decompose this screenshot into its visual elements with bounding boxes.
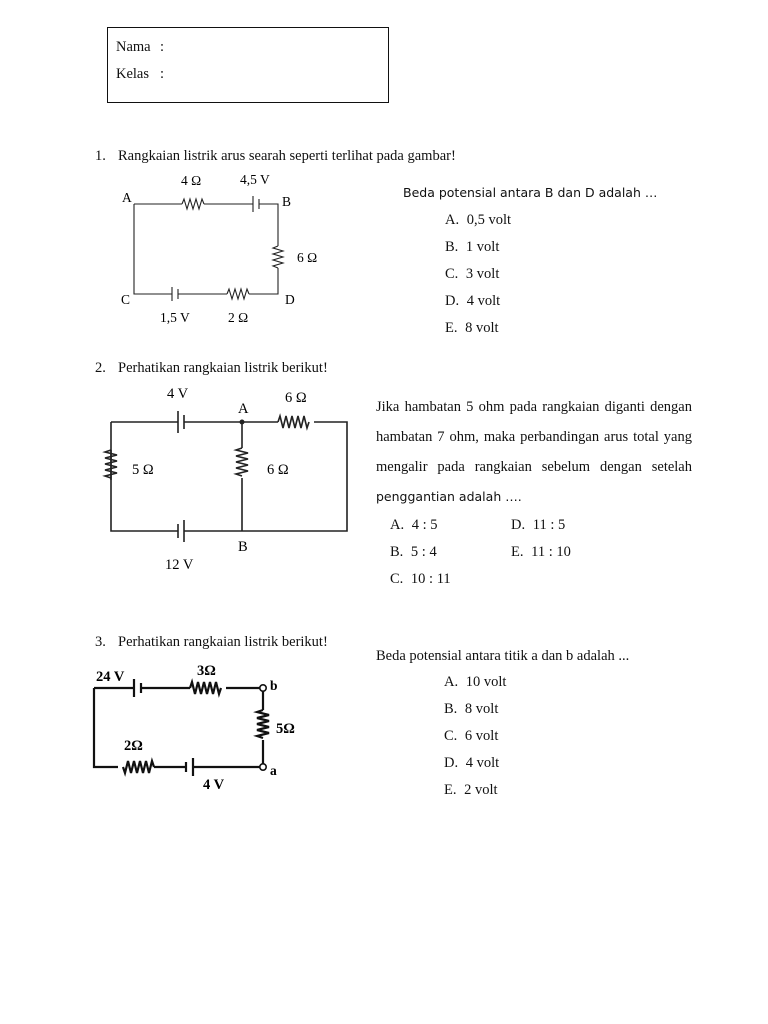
option-letter: B. <box>390 544 404 560</box>
q1-resistor-2ohm <box>227 289 249 299</box>
q2-option-e[interactable] <box>511 543 571 561</box>
q3-resistor-5ohm <box>257 710 269 738</box>
q3-label-r-bottom: 2Ω <box>124 738 143 754</box>
q2-label-r-left: 5 Ω <box>132 462 154 478</box>
q2-number: 2. <box>95 360 106 376</box>
q3-terminal-b <box>260 685 266 691</box>
q3-label-v-bottom: 4 V <box>203 777 225 793</box>
option-text: 1 volt <box>465 239 500 255</box>
option-letter: D. <box>511 517 526 533</box>
q2-option-a[interactable] <box>390 516 438 534</box>
q2-question-line: mengalir pada rangkaian sebelum dengan setelah <box>376 459 692 475</box>
option-letter: B. <box>444 701 458 717</box>
option-letter: E. <box>444 782 457 798</box>
q3-option-d[interactable] <box>444 754 499 772</box>
q1-label-r-bottom: 2 Ω <box>228 310 249 325</box>
option-letter: B. <box>445 239 459 255</box>
name-label: Nama <box>116 39 151 55</box>
q1-text: Rangkaian listrik arus searah seperti terlihat pada gambar! <box>118 148 456 164</box>
option-text: 8 volt <box>465 320 499 336</box>
q3-label-v-top: 24 V <box>96 669 125 685</box>
q1-option-b[interactable] <box>445 238 499 256</box>
option-text: 5 : 4 <box>410 544 437 560</box>
q3-node-a: a <box>270 763 277 778</box>
q3-resistor-2ohm <box>123 761 154 773</box>
q3-option-c[interactable] <box>444 727 498 745</box>
q1-option-c[interactable] <box>445 265 499 283</box>
option-letter: A. <box>390 517 405 533</box>
class-label: Kelas <box>116 66 150 82</box>
q3-option-a[interactable] <box>444 673 506 691</box>
q3-label-r-top: 3Ω <box>197 663 216 679</box>
option-letter: D. <box>444 755 459 771</box>
q1-node-c: C <box>121 292 131 307</box>
class-separator: : <box>160 66 165 82</box>
option-text: 10 volt <box>465 674 507 690</box>
q1-node-a: A <box>122 190 132 205</box>
option-letter: E. <box>445 320 458 336</box>
option-letter: D. <box>445 293 460 309</box>
q2-label-v-bottom: 12 V <box>165 557 194 573</box>
q3-text: Perhatikan rangkaian listrik berikut! <box>118 634 328 650</box>
q2-label-r-mid: 6 Ω <box>267 462 289 478</box>
q3-option-b[interactable] <box>444 700 498 718</box>
q2-node-a: A <box>238 401 249 417</box>
q1-node-d: D <box>285 292 295 307</box>
q1-label-v-bottom: 1,5 V <box>160 310 190 325</box>
option-text: 11 : 5 <box>532 517 566 533</box>
option-letter: C. <box>444 728 458 744</box>
q2-option-c[interactable] <box>390 570 451 588</box>
option-letter: C. <box>390 571 404 587</box>
q2-question <box>376 392 692 512</box>
q2-text: Perhatikan rangkaian listrik berikut! <box>118 360 328 376</box>
q3-circuit-diagram <box>90 655 305 795</box>
option-text: 11 : 10 <box>531 544 571 560</box>
q2-junction-a <box>240 420 245 425</box>
q2-option-d[interactable] <box>511 516 565 534</box>
option-text: 3 volt <box>465 266 500 282</box>
q1-node-b: B <box>282 194 292 209</box>
q3-terminal-a <box>260 764 266 770</box>
q1-question: Beda potensial antara B dan D adalah … <box>403 185 658 200</box>
option-text: 6 volt <box>464 728 499 744</box>
q3-number: 3. <box>95 634 106 650</box>
q2-question-line: hambatan 7 ohm, maka perbandingan arus total yang <box>376 429 692 445</box>
option-text: 4 : 5 <box>411 517 438 533</box>
q2-resistor-6ohm-top <box>278 416 309 428</box>
q2-resistor-6ohm-mid <box>236 448 248 476</box>
q2-node-b: B <box>238 539 248 555</box>
q3-resistor-3ohm <box>190 682 221 694</box>
q1-resistor-4ohm <box>182 199 204 209</box>
option-letter: A. <box>445 212 460 228</box>
q1-label-r-right: 6 Ω <box>297 250 318 265</box>
option-letter: A. <box>444 674 459 690</box>
q1-label-r-top: 4 Ω <box>181 173 202 188</box>
q2-label-v-top: 4 V <box>167 386 189 402</box>
option-text: 0,5 volt <box>466 212 512 228</box>
q2-circuit-diagram <box>95 378 360 578</box>
q1-label-v-top: 4,5 V <box>240 172 270 187</box>
q3-option-e[interactable] <box>444 781 498 799</box>
option-text: 4 volt <box>466 293 501 309</box>
option-text: 8 volt <box>464 701 499 717</box>
q1-option-a[interactable] <box>445 211 511 229</box>
q1-resistor-6ohm <box>273 246 283 268</box>
q1-number: 1. <box>95 148 106 164</box>
q2-question-line: penggantian adalah …. <box>376 489 522 504</box>
q1-option-e[interactable] <box>445 319 499 337</box>
q1-circuit-diagram <box>110 165 350 330</box>
q2-label-r-top: 6 Ω <box>285 390 307 406</box>
option-letter: C. <box>445 266 459 282</box>
option-text: 10 : 11 <box>410 571 451 587</box>
name-separator: : <box>160 39 165 55</box>
option-letter: E. <box>511 544 524 560</box>
option-text: 4 volt <box>465 755 500 771</box>
q3-question: Beda potensial antara titik a dan b adalah ... <box>376 648 630 664</box>
q3-node-b: b <box>270 678 278 693</box>
q2-option-b[interactable] <box>390 543 437 561</box>
option-text: 2 volt <box>464 782 498 798</box>
q3-label-r-right: 5Ω <box>276 721 295 737</box>
q1-option-d[interactable] <box>445 292 500 310</box>
q2-question-line: Jika hambatan 5 ohm pada rangkaian diganti dengan <box>376 399 692 415</box>
